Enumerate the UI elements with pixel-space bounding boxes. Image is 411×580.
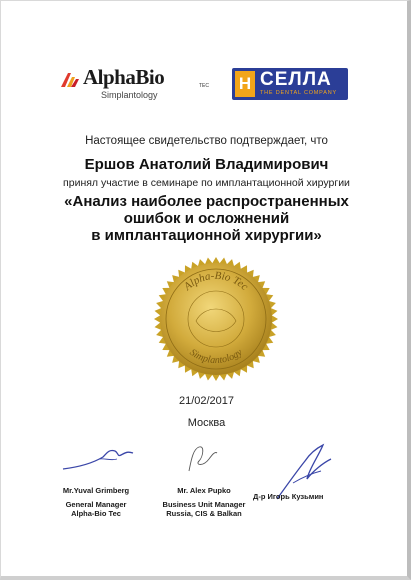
nsella-letter: Н bbox=[235, 71, 255, 97]
signatory-grimberg bbox=[41, 486, 151, 518]
nsella-wordmark: СЕЛЛА bbox=[260, 69, 332, 90]
nsella-tagline: THE DENTAL COMPANY bbox=[260, 90, 337, 96]
alphabio-tagline: Simplantology bbox=[101, 90, 158, 100]
certificate-city: Москва bbox=[187, 417, 226, 429]
seminar-topic-line: «Анализ наиболее распространенных bbox=[64, 193, 349, 210]
signatory-name: Mr. Alex Pupko bbox=[177, 486, 231, 495]
signature-pupko-icon bbox=[179, 441, 223, 479]
seminar-topic bbox=[1, 193, 411, 244]
participation-text: принял участие в семинаре по имплантационной хирургии bbox=[63, 177, 350, 189]
signatory-role: Russia, CIS & Balkan bbox=[166, 509, 242, 518]
signatory-pupko bbox=[149, 486, 259, 518]
gold-seal-icon bbox=[152, 255, 280, 383]
certificate-intro: Настоящее свидетельство подтверждает, что bbox=[85, 135, 328, 147]
signature-grimberg-icon bbox=[59, 441, 139, 475]
seal-bottom-text: Simplantology bbox=[187, 347, 245, 367]
signatory-role: Alpha-Bio Tec bbox=[71, 509, 121, 518]
seal-top-text: Alpha-Bio Tec bbox=[181, 269, 251, 293]
alphabio-mark-icon bbox=[59, 69, 81, 91]
signatory-kuzmin-name: Д-р Игорь Кузьмин bbox=[253, 492, 324, 501]
seminar-topic-line: ошибок и осложнений bbox=[123, 210, 290, 227]
recipient-name: Ершов Анатолий Владимирович bbox=[84, 156, 329, 173]
alphabio-logo bbox=[59, 63, 209, 105]
alphabio-wordmark: AlphaBio bbox=[83, 65, 165, 89]
signatory-role: Business Unit Manager bbox=[162, 500, 246, 509]
seminar-topic-line: в имплантационной хирургии» bbox=[91, 227, 322, 244]
signatory-name: Mr.Yuval Grimberg bbox=[62, 486, 130, 495]
signatory-role: General Manager bbox=[65, 500, 127, 509]
certificate-date: 21/02/2017 bbox=[178, 395, 235, 407]
nsella-logo bbox=[232, 68, 348, 100]
alphabio-tec: TEC bbox=[199, 83, 209, 89]
